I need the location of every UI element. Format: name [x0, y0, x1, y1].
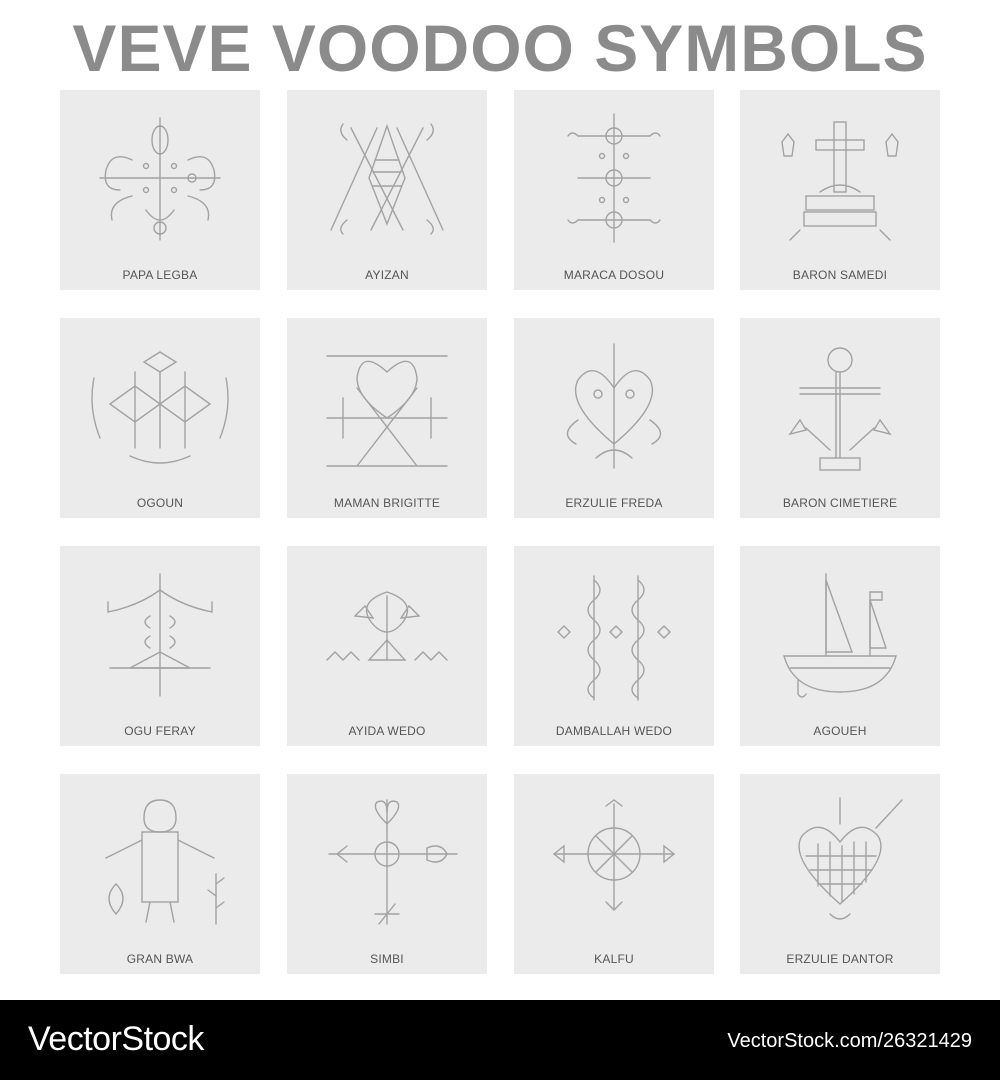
symbol-tile-baron-samedi [740, 90, 940, 290]
symbol-label: AYIZAN [365, 268, 409, 282]
symbol-tile-agoueh [740, 546, 940, 746]
symbol-label: KALFU [594, 952, 634, 966]
damballah-wedo-veve-icon [534, 556, 694, 706]
symbol-label: GRAN BWA [126, 952, 194, 966]
symbol-tile-maman-brigitte [287, 318, 487, 518]
symbol-tile-simbi [287, 774, 487, 974]
symbol-tile-ayida-wedo [287, 546, 487, 746]
symbol-label: MARACA DOSOU [563, 268, 665, 282]
symbol-tile-erzulie-dantor [740, 774, 940, 974]
baron-samedi-veve-icon [760, 100, 920, 250]
symbol-label: DAMBALLAH WEDO [555, 724, 673, 738]
erzulie-freda-veve-icon [534, 328, 694, 478]
symbol-tile-ayizan [287, 90, 487, 290]
ayida-wedo-veve-icon [307, 556, 467, 706]
agoueh-veve-icon [760, 556, 920, 706]
symbol-tile-erzulie-freda [514, 318, 714, 518]
ayizan-veve-icon [307, 100, 467, 250]
symbol-tile-ogoun [60, 318, 260, 518]
symbol-label: BARON SAMEDI [792, 268, 888, 282]
gran-bwa-veve-icon [80, 784, 240, 934]
erzulie-dantor-veve-icon [760, 784, 920, 934]
symbol-label: MAMAN BRIGITTE [333, 496, 441, 510]
ogoun-veve-icon [80, 328, 240, 478]
brand-logo: VectorStock [28, 1020, 204, 1058]
symbol-tile-damballah-wedo [514, 546, 714, 746]
symbol-label: BARON CIMETIERE [782, 496, 898, 510]
symbol-tile-kalfu [514, 774, 714, 974]
papa-legba-veve-icon [80, 100, 240, 250]
ogu-feray-veve-icon [80, 556, 240, 706]
symbol-tile-gran-bwa [60, 774, 260, 974]
watermark-bar [0, 1000, 1000, 1080]
page-title: VEVE VOODOO SYMBOLS [72, 11, 928, 85]
maman-brigitte-veve-icon [307, 328, 467, 478]
symbol-label: OGU FERAY [124, 724, 196, 738]
baron-cimetiere-veve-icon [760, 328, 920, 478]
symbol-label: AYIDA WEDO [348, 724, 426, 738]
symbol-label: SIMBI [370, 952, 404, 966]
maraca-dosou-veve-icon [534, 100, 694, 250]
symbol-label: OGOUN [136, 496, 184, 510]
symbol-label: ERZULIE FREDA [565, 496, 663, 510]
symbol-label: PAPA LEGBA [122, 268, 198, 282]
symbol-grid [60, 90, 940, 976]
simbi-veve-icon [307, 784, 467, 934]
kalfu-veve-icon [534, 784, 694, 934]
symbol-label: AGOUEH [813, 724, 867, 738]
symbol-label: ERZULIE DANTOR [786, 952, 894, 966]
symbol-tile-baron-cimetiere [740, 318, 940, 518]
symbol-tile-maraca-dosou [514, 90, 714, 290]
stock-id: VectorStock.com/26321429 [727, 1030, 972, 1052]
symbol-tile-ogu-feray [60, 546, 260, 746]
symbol-tile-papa-legba [60, 90, 260, 290]
